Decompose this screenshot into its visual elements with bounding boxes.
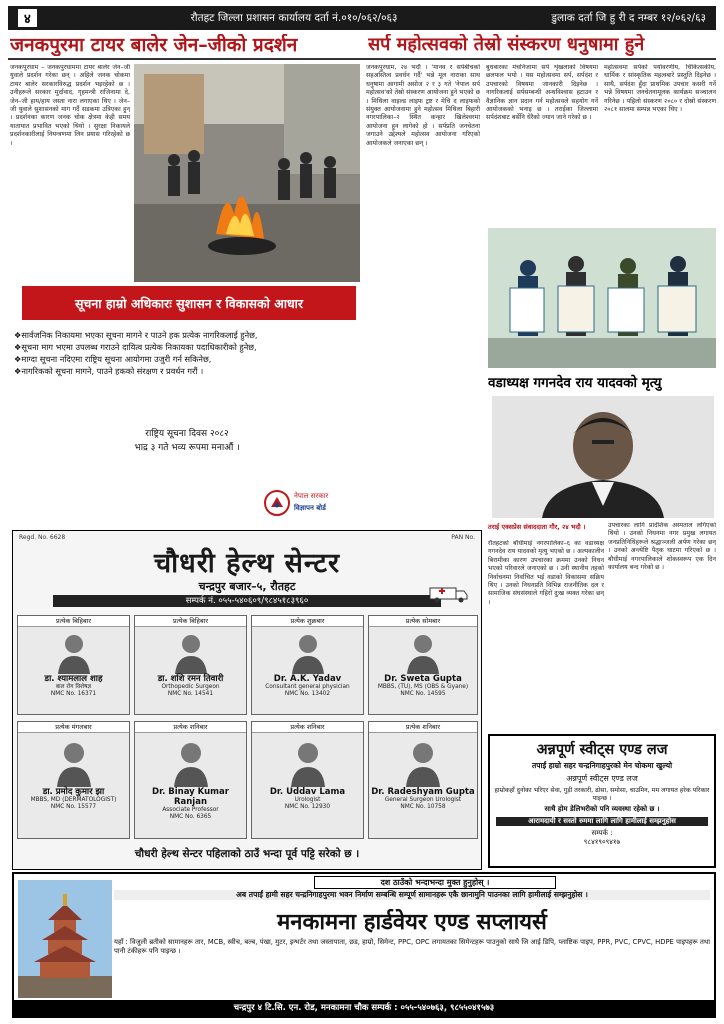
masthead-right: डुलाक दर्ता जि हु री द नम्बर १२/०६२/६३ <box>551 12 706 24</box>
clinic-pan: PAN No. <box>451 534 475 541</box>
doctor-day: प्रत्येक शनिबार <box>135 722 246 733</box>
doctor-name: डा. शशि रमन तिवारी <box>157 674 224 684</box>
clinic-regd: Regd. No. 6628 <box>19 534 66 541</box>
doctor-photo-icon <box>288 630 328 674</box>
doctor-nmc: NMC No. 15577 <box>50 804 97 810</box>
nepal-emblem-icon <box>264 490 290 516</box>
doctor-card <box>251 615 364 715</box>
doctor-degree: Orthopedic Surgeon <box>161 684 220 690</box>
doctor-photo-icon <box>403 737 443 787</box>
doctor-photo-icon <box>403 630 443 674</box>
rti-bullet: ❖सार्वजनिक निकायमा भएका सूचना मागने र पाउने हक प्रत्येक नागरिकलाई हुनेछ, <box>14 330 258 340</box>
clinic-footer: चौधरी हेल्थ सेन्टर पहिलाको ठाउँ भन्दा पूर्व पट्टि सरेको छ । <box>134 848 360 860</box>
rti-day-sub: भाद्र ३ गते भव्य रूपमा मनाऔं । <box>134 443 240 453</box>
doctor-day: प्रत्येक बिहिबार <box>135 616 246 627</box>
doctor-photo-icon <box>54 630 94 674</box>
doctor-name: डा. प्रमोद कुमार झा <box>42 787 105 797</box>
sweets-line4: साथै होम डेलिभरीको पनि व्यवस्था रहेको छ । <box>544 805 660 813</box>
story2-col1: जनकपुरधाम, २४ भदौ । 'मानव र सर्पबीचको सहअस्तित्व प्रवर्धन गर्दै' भन्ने मूल नाराका साथ धनुषामा आगामी असोज २ र ३ गते 'नेपाल सर्प महोत्सव'को तेस्रो संस्करण आयोजना हुने भएको छ । मिथिला वाइल्ड लाइफ ट्रष्ट र मेचि द लाइफको संयुक्त आयोजनामा हुने महोत्सव मिथिला बिहारी नगरपालिका–२ स्थित कन्हार खिलेश्वरमा आयोजना हुन लागेको हो । सर्पप्रति जनचेतना जगाउने उद्देश्यले महोत्सव आयोजना गरिएको आयोजकले जनाएका छन् । <box>366 64 480 147</box>
doctor-photo-icon <box>171 737 211 787</box>
doctor-name: Dr. A.K. Yadav <box>273 674 342 684</box>
masthead <box>8 6 716 30</box>
doctor-card <box>368 721 478 839</box>
doctor-card <box>17 615 130 715</box>
doctor-photo-icon <box>171 630 211 674</box>
obit-headline: वडाध्यक्ष गगनदेव राय यादवको मृत्यु <box>488 375 662 391</box>
sweets-ad <box>488 734 716 868</box>
doctor-card <box>134 721 247 839</box>
doctor-degree: MBBS, (TU), MS (OBS & Gyane) <box>377 684 469 690</box>
obit-portrait <box>492 396 714 518</box>
clinic-ad <box>12 530 482 870</box>
doctor-nmc: NMC No. 14541 <box>167 691 214 697</box>
hardware-top1: दश ठाउँको भन्दाभन्दा मुक्त हुनुहोस् । <box>314 876 556 889</box>
doctor-photo-icon <box>288 737 328 787</box>
obit-col2: उपचारका लागि प्रादेशिक अस्पताल लगिएको थियो । उनको निधनमा नगर प्रमुख लगायत जनप्रतिनिधिहरूले श्रद्धाञ्जली अर्पण गरेका छन् । उनको अन्त्येष्टि पैतृक घाटमा गरिएको छ । बौधीमाई नगरपालिकाले शोकस्वरूप एक दिन कार्यालय बन्द गरेको छ । <box>608 522 716 572</box>
doctor-card <box>368 615 478 715</box>
sweets-line2: अन्नपूर्ण स्वीट्स एण्ड लज <box>566 774 638 783</box>
story2-headline: सर्प महोत्सवको तेस्रो संस्करण धनुषामा हुने <box>368 34 645 55</box>
doctor-day: प्रत्येक शनिबार <box>369 722 477 733</box>
ambulance-icon <box>429 585 469 603</box>
rti-bullet: ❖माग्दा सूचना नदिएमा राष्ट्रिय सूचना आयोगमा उजुरी गर्न सकिनेछ, <box>14 354 212 364</box>
hardware-top2: अब तपाईं हामी सहर चन्द्रनिगाहपुरमा भवन निर्माण सम्बन्धि सम्पूर्ण सामानहरू एकै छानामुनि पाउनका लागि हामीलाई सम्झनुहोस । <box>114 890 710 900</box>
doctor-card <box>251 721 364 839</box>
doctor-nmc: NMC No. 13402 <box>284 691 331 697</box>
rti-banner: सूचना हाम्रो अधिकारः सुशासन र विकासको आधार <box>22 286 356 320</box>
hardware-name: मनकामना हार्डवेयर एण्ड सप्लायर्स <box>277 910 547 935</box>
doctor-day: प्रत्येक शनिबार <box>252 722 363 733</box>
doctor-degree: Consultant general physician <box>265 684 350 690</box>
sweets-title: अन्नपूर्ण स्वीट्स एण्ड लज <box>536 742 668 758</box>
hardware-address: चन्द्रपुर ४ टि.सि. एन. रोड, मनकामना चौक सम्पर्क : ०५५-५४०७६३, ९८५५०४१५७३ <box>14 1000 714 1016</box>
sweets-line1: तपाईं हाम्रो सहर चन्द्रनिगाहपुरको मेन चोकमा खुल्यो <box>531 761 673 770</box>
doctor-nmc: NMC No. 10758 <box>400 804 446 810</box>
obit-caption: तराई एक्सप्रेस संवाददाता गौर, २४ भदौ । <box>488 523 586 531</box>
rti-day-title: राष्ट्रिय सूचना दिवस २०८२ <box>145 429 229 439</box>
page-number: ४ <box>18 9 37 27</box>
header-rule <box>8 58 716 60</box>
doctor-nmc: NMC No. 16371 <box>50 691 97 697</box>
clinic-phone: सम्पर्क नं. ०५५-५४०६०९/९८४५१८३९६० <box>53 595 441 607</box>
doctor-card <box>134 615 247 715</box>
hardware-desc: यहाँ : विजुली ब्रतीको सामानहरू तार, MCB, स्वीच, बल्ब, पंखा, मुटर, इन्भर्टर तथा जस्तापाता, छड, हाम्रो, सिमेन्ट, PPC, OPC लगायतका सिमेन्टहरू पाउनुको साथै जि आई डिपि, प्लाष्टिक पाइप, PPR, PVC, CPVC, HDPE पाइपहरू तथा पानी टंकीहरू पनि पाइन्छ । <box>114 938 710 955</box>
sweets-contact-label: सम्पर्क : <box>591 829 613 837</box>
doctor-degree: General Surgeon Urologist <box>384 797 462 803</box>
temple-photo <box>18 880 112 998</box>
doctor-degree: Urologist <box>294 797 321 803</box>
doctor-day: प्रत्येक मंगलबार <box>18 722 129 733</box>
clinic-name: चौधरी हेल्थ सेन्टर <box>153 548 341 579</box>
sweets-contact: ९८४१९०९४१७ <box>583 838 621 846</box>
story1-body: जनकपुरधाम – जनकपुरधाममा टायर बालेर जेन–जी युवाले प्रदर्शन गरेका छन् । अहिले जनक चोकमा टायर बालेर सरकारविरुद्ध प्रदर्शन भइरहेको छ । उनीहरूले सरकार मुर्दावाद, गृहमन्त्री राजिनामा दे, जेन–जी हाय/हाय जस्ता नारा लगाएका थिए । जेन–जी युवाले सुशासनको माग गर्दै सडकमा उत्रिएका हुन् । प्रदर्शनका कारण जनक चोक क्षेत्रमा केही समय यातायात प्रभावित भएको थियो । सुरक्षा निकायले प्रदर्शनकारीलाई नियन्त्रणमा लिन प्रयास गरिरहेको छ । <box>10 64 130 147</box>
doctor-degree: Associate Professor <box>162 807 219 813</box>
protest-photo <box>134 64 360 282</box>
masthead-left: रौतहट जिल्ला प्रशासन कार्यालय दर्ता नं.०१०/०६२/०६३ <box>190 12 398 24</box>
story2-col3: महोत्सवमा सर्पको पर्यावरणीय, चिकित्सकीय, धार्मिक र सांस्कृतिक महत्वबारे प्रस्तुति दिइनेछ । साथै, सर्पदंश हुँदा प्राथमिक उपचार कसरी गर्ने भन्ने विषयमा जनचेतनामूलक कार्यक्रम सञ्चालन गरिनेछ । पहिलो संस्करण २०८० र दोस्रो संस्करण २०८१ सालमा सम्पन्न भएका थिए । <box>604 64 716 114</box>
doctor-photo-icon <box>54 737 94 787</box>
doctor-nmc: NMC No. 14595 <box>400 691 446 697</box>
doctor-name: Dr. Uddav Lama <box>269 787 346 797</box>
doctor-degree: MBBS, MD (DERMATOLOGIST) <box>30 797 117 803</box>
logo-line1: नेपाल सरकार <box>294 492 329 500</box>
story1-headline: जनकपुरमा टायर बालेर जेन–जीको प्रदर्शन <box>10 34 298 56</box>
rti-bullet: ❖सूचना माग भएमा उपलब्ध गराउने दायित्व प्रत्येक निकायका पदाधिकारीको हुनेछ, <box>14 342 257 352</box>
doctor-nmc: NMC No. 12930 <box>284 804 331 810</box>
story2-col2: बुधबारका मंचनिजामा सर्प शृंखलाको विषयमा छलफल भयो । यस महोत्सवमा सर्प, सर्पदंश र उपचारको विषयमा जानकारी दिइनेछ । नागरिकलाई सर्पसम्बन्धी अन्धविश्वास हटाउन र वैज्ञानिक ज्ञान प्रदान गर्न महोत्सवले सहयोग गर्ने आयोजकको भनाइ छ । तराईका जिल्लामा सर्पदंशबाट बर्सेनि धेरैको ज्यान जाने गरेको छ । <box>486 64 598 122</box>
hardware-ad <box>12 872 716 1018</box>
sweets-line5: आरामदायी र सस्तो रुममा लागि लागि हामीलाई सम्झनुहोस <box>496 817 708 826</box>
doctor-card <box>17 721 130 839</box>
doctor-degree: बाल रोग विशेषज्ञ <box>55 684 92 690</box>
obit-col1: रौतहटको बौधीमाई नगरपालिका–६ का वडाध्यक्ष गगनदेव राय यादवको मृत्यु भएको छ । अल्पकालीन बिरामीका कारण उपचारका क्रममा उनको निधन भएको परिवारले जनाएको छ । उनी स्थानीय तहको निर्वाचनमा निर्वाचित भई वडाको विकासमा सक्रिय थिए । उनको निधनप्रति विभिन्न राजनीतिक दल र सामाजिक संघसंस्थाले गहिरो दुःख व्यक्त गरेका छन् । <box>488 540 604 606</box>
rti-bullets <box>14 330 360 400</box>
ad-board-logo <box>264 486 360 522</box>
doctor-day: प्रत्येक बिहिबार <box>18 616 129 627</box>
rti-bullet: ❖नागरिकको सूचना मागने, पाउने हकको संरक्षण र प्रवर्धन गरौं । <box>14 366 204 376</box>
doctor-nmc: NMC No. 6365 <box>169 814 212 820</box>
sweets-line3: हाम्रोकहाँ दुनोका भरिएर सेवा, गुड़ी तरकारी, ढोसा, समोसा, चाउमिन, मम लगायत हरेक परिकार पाइन्छ । <box>494 787 710 802</box>
doctor-name: Dr. Binay Kumar Ranjan <box>152 787 229 807</box>
doctor-name: Dr. Radeshyam Gupta <box>371 787 475 797</box>
doctor-name: डा. श्यामलाल शाह <box>44 674 103 684</box>
snake-festival-photo <box>488 228 716 368</box>
doctor-name: Dr. Sweta Gupta <box>384 674 462 684</box>
clinic-address: चन्द्रपुर बजार–५, रौतहट <box>198 580 296 593</box>
doctor-day: प्रत्येक सोमबार <box>369 616 477 627</box>
doctor-day: प्रत्येक शुक्रबार <box>252 616 363 627</box>
logo-line2: विज्ञापन बोर्ड <box>294 504 326 512</box>
